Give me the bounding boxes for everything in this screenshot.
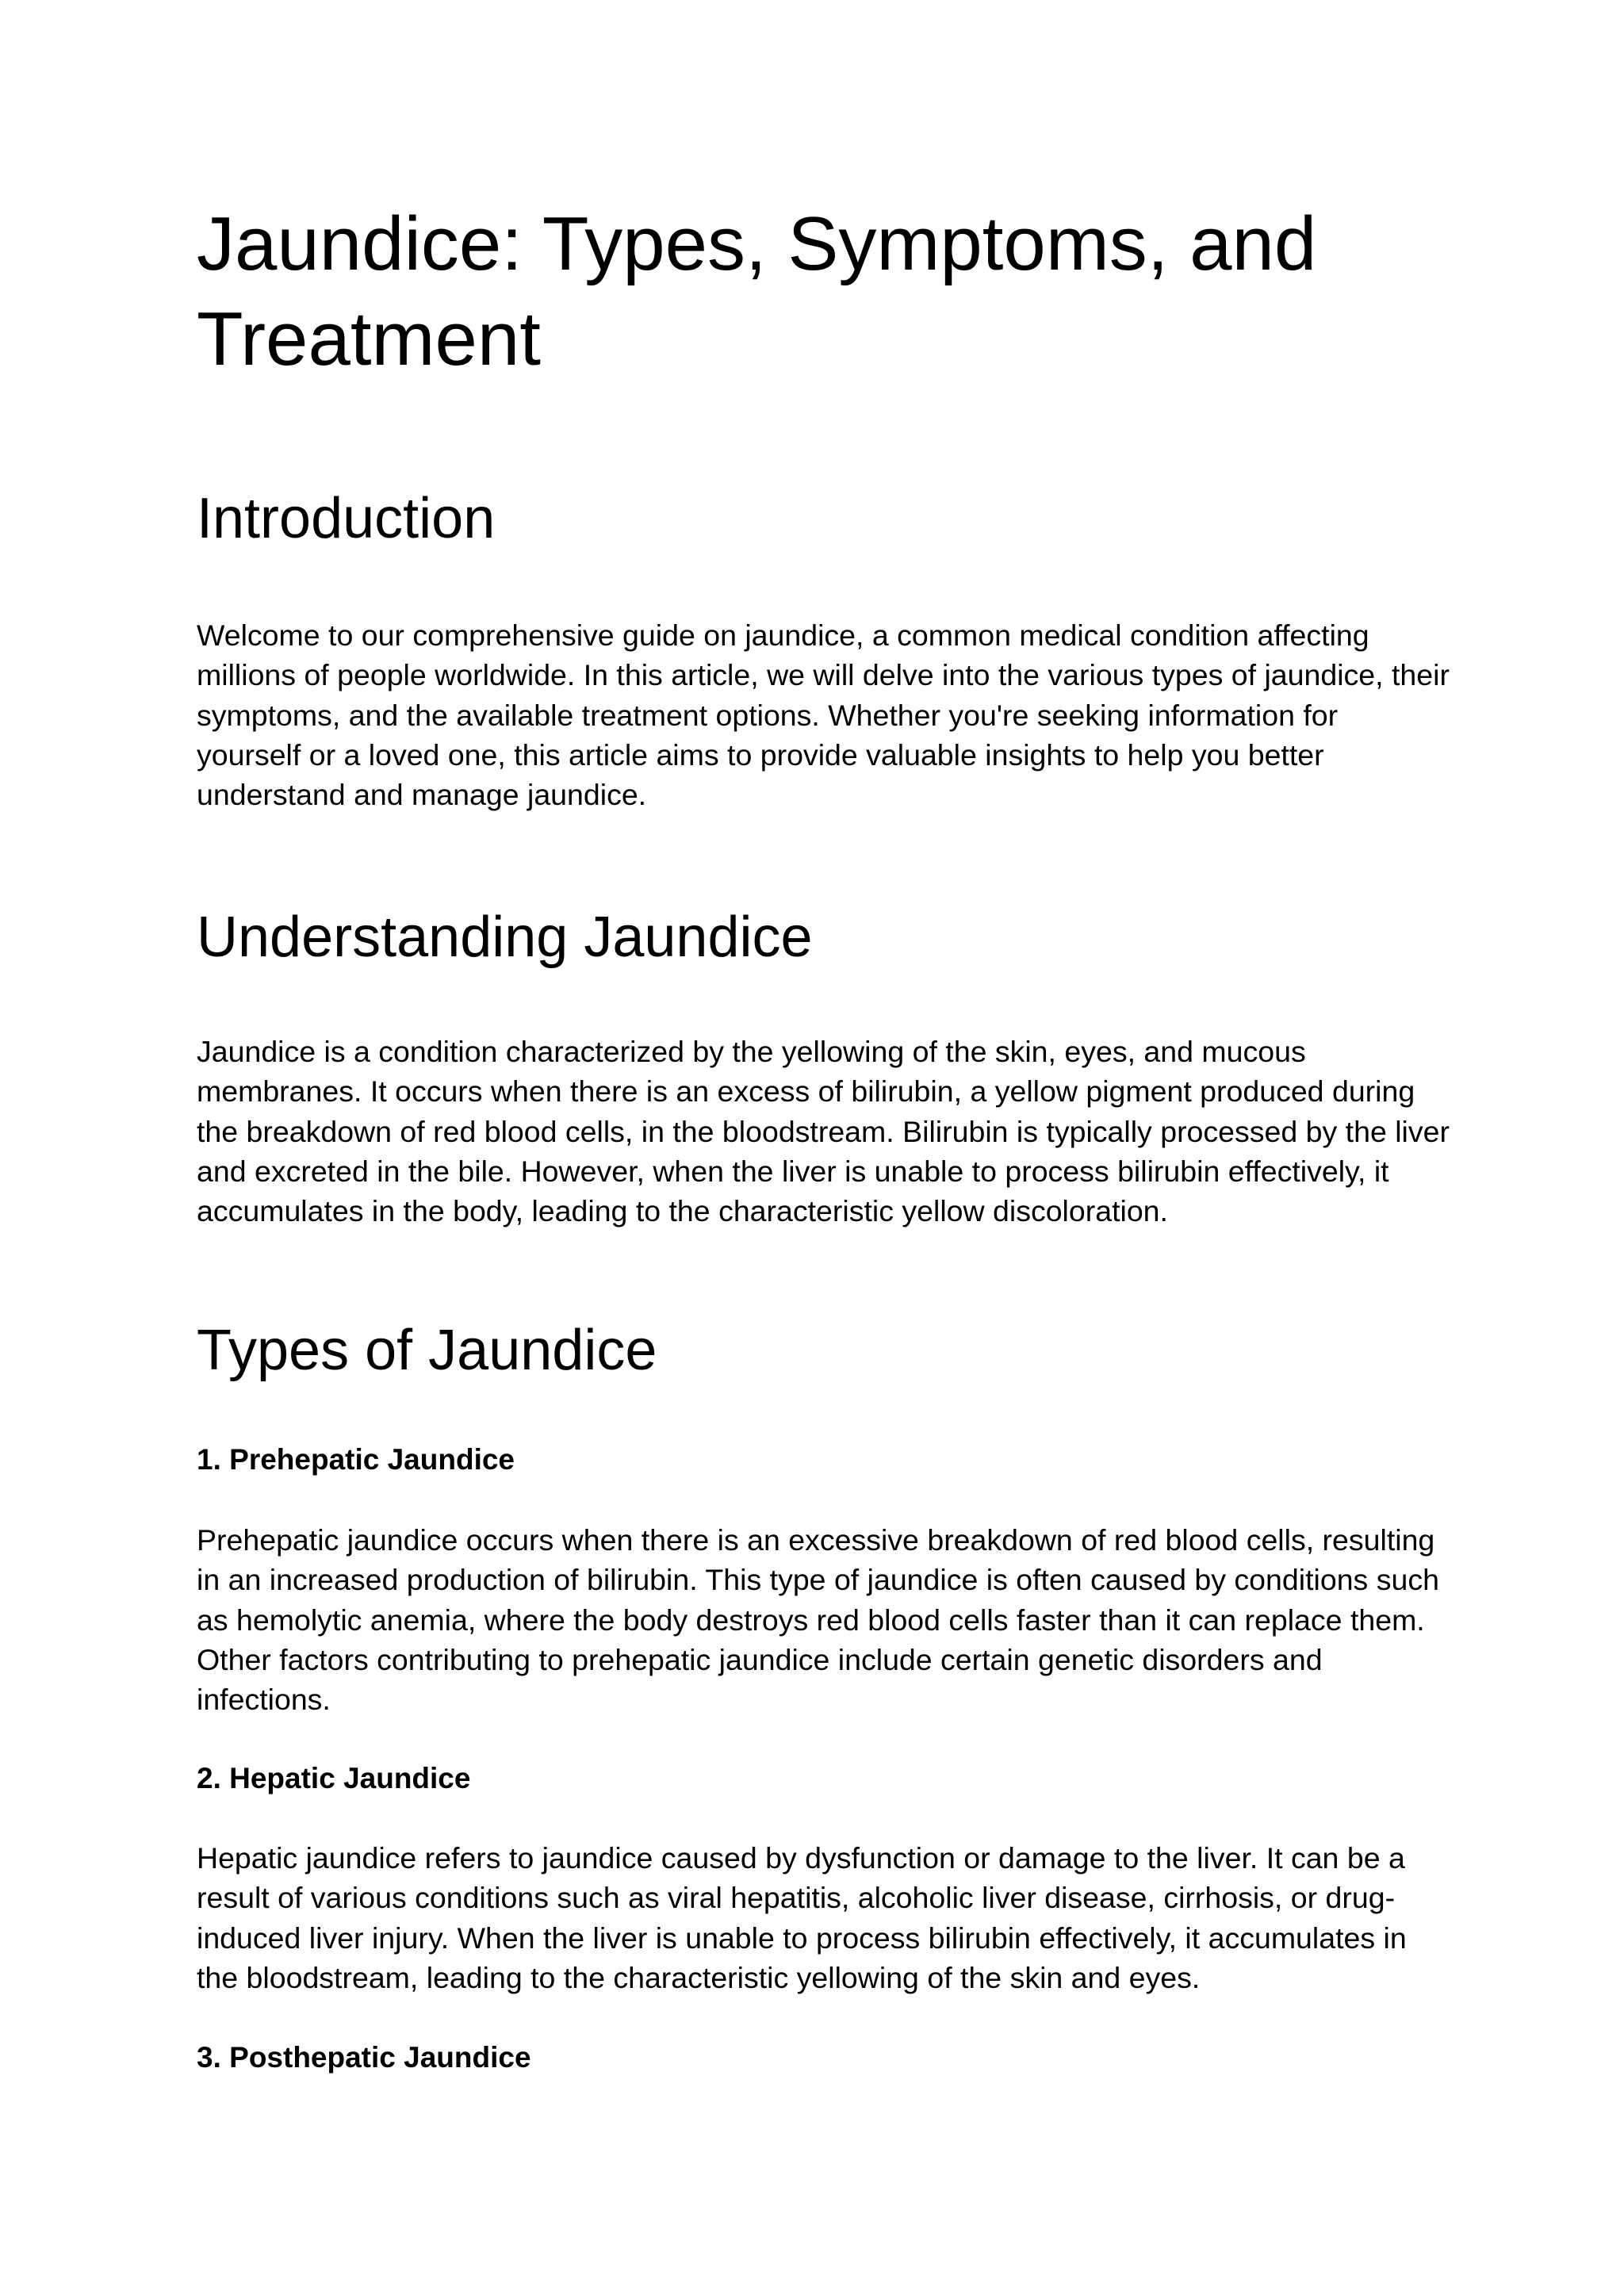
types-of-jaundice-heading: Types of Jaundice (197, 1319, 657, 1382)
introduction-paragraph: Welcome to our comprehensive guide on jaundice, a common medical condition affecting millions of people worldwide. In this article, we will delve into the various types of jaundice, their symptoms, and the available treatment options. Whether you're seeking information for yourself or a loved one, this article aims to provide valuable insights to help you better understand and manage jaundice. (197, 618, 1450, 812)
understanding-jaundice-heading: Understanding Jaundice (197, 906, 813, 969)
document-title: Jaundice: Types, Symptoms, and Treatment (197, 201, 1317, 381)
prehepatic-jaundice-paragraph: Prehepatic jaundice occurs when there is an excessive breakdown of red blood cells, resulting in an increased production of bilirubin. This type of jaundice is often caused by conditions such as hemolytic anemia, where the body destroys red blood cells faster than it can replace them. Other factors contributing to prehepatic jaundice include certain genetic disorders and infections. (197, 1523, 1439, 1717)
understanding-jaundice-paragraph: Jaundice is a condition characterized by the yellowing of the skin, eyes, and mucous membranes. It occurs when there is an excess of bilirubin, a yellow pigment produced during the breakdown of red blood cells, in the bloodstream. Bilirubin is typically processed by the liver and excreted in the bile. However, when the liver is unable to process bilirubin effectively, it accumulates in the body, leading to the characteristic yellow discoloration. (197, 1035, 1450, 1228)
hepatic-jaundice-heading: 2. Hepatic Jaundice (197, 1762, 471, 1794)
prehepatic-jaundice-heading: 1. Prehepatic Jaundice (197, 1443, 515, 1476)
hepatic-jaundice-paragraph: Hepatic jaundice refers to jaundice caused by dysfunction or damage to the liver. It can be a result of various conditions such as viral hepatitis, alcoholic liver disease, cirrhosis, or drug-induced liver injury. When the liver is unable to process bilirubin effectively, it accumulates in the bloodstream, leading to the characteristic yellowing of the skin and eyes. (197, 1841, 1407, 1994)
introduction-heading: Introduction (197, 487, 496, 550)
posthepatic-jaundice-heading: 3. Posthepatic Jaundice (197, 2041, 531, 2074)
